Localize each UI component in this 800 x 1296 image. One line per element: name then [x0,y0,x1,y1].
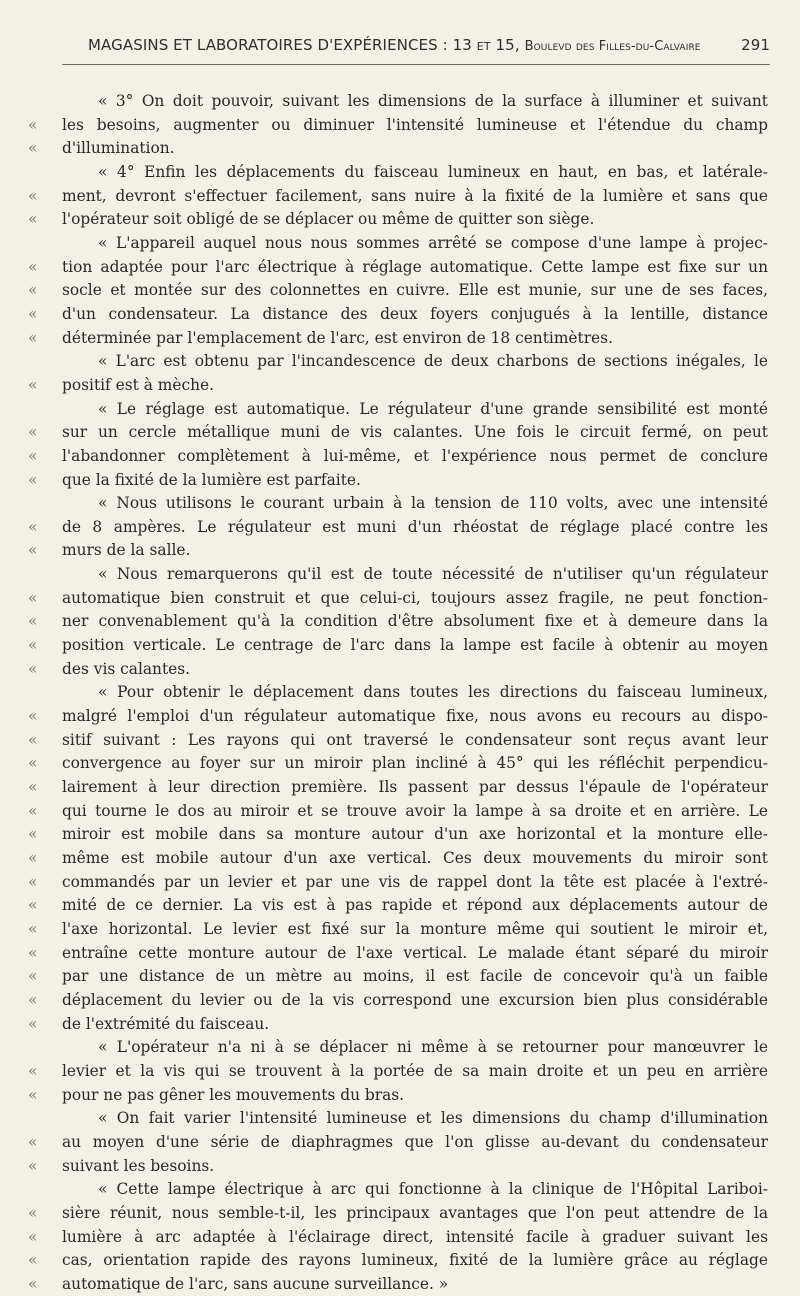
quote-mark [28,161,62,185]
quote-mark: « [28,1132,38,1151]
text-line [28,1084,768,1108]
text-line [28,587,768,611]
line-text: sur un cercle métallique muni de vis calantes. Une fois le circuit fermé, on peut [62,423,768,442]
text-line [28,965,768,989]
text-line [28,658,768,682]
quote-mark [28,492,62,516]
line-text: « Le réglage est automatique. Le régulateur d'une grande sensibilité est monté [98,399,768,418]
text-line [28,1226,768,1250]
line-text: de 8 ampères. Le régulateur est muni d'un rhéostat de réglage placé contre les [62,517,768,536]
line-text: sitif suivant : Les rayons qui ont traversé le condensateur sont reçus avant leur [62,730,768,749]
line-text: déplacement du levier ou de la vis correspond une excursion bien plus considérable [62,990,768,1009]
text-line [28,1060,768,1084]
quote-mark: « [28,446,38,465]
line-text: commandés par un levier et par une vis de rappel dont la tête est placée à l'extré- [62,872,768,891]
line-text: « L'appareil auquel nous nous sommes arrêté se compose d'une lampe à projec- [98,233,768,252]
line-text: automatique de l'arc, sans aucune surveillance. » [62,1274,449,1293]
text-line [28,539,768,563]
text-line [28,161,768,185]
text-line [28,847,768,871]
quote-mark: « [28,139,38,158]
text-line [28,137,768,161]
quote-mark: « [28,636,38,655]
line-text: « Nous remarquerons qu'il est de toute nécessité de n'utiliser qu'un régulateur [98,565,768,584]
quote-mark: « [28,919,38,938]
quote-mark: « [28,990,38,1009]
text-line [28,634,768,658]
quote-mark [28,398,62,422]
text-line [28,398,768,422]
quote-mark: « [28,1274,38,1293]
quote-mark: « [28,375,38,394]
line-text: par une distance de un mètre au moins, il est facile de concevoir qu'à un faible [62,967,768,986]
line-text: qui tourne le dos au miroir et se trouve avoir la lampe à sa droite et en arrière. Le [62,801,768,820]
line-text: ment, devront s'effectuer facilement, sans nuire à la fixité de la lumière et sans que [62,186,768,205]
text-line [28,303,768,327]
text-line [28,114,768,138]
line-text: de l'extrémité du faisceau. [62,1014,270,1033]
line-text: « 3° On doit pouvoir, suivant les dimensions de la surface à illuminer et suivant [98,92,768,110]
quote-mark: « [28,825,38,844]
line-text: l'axe horizontal. Le levier est fixé sur la monture même qui soutient le miroir et, [62,919,768,938]
text-line [28,823,768,847]
text-line [28,1202,768,1226]
text-line [28,232,768,256]
line-text: positif est à mèche. [62,375,215,394]
line-text: miroir est mobile dans sa monture autour d'un axe horizontal et la monture elle- [62,825,768,844]
text-line [28,1131,768,1155]
quote-mark: « [28,801,38,820]
quote-mark: « [28,517,38,536]
text-line [28,374,768,398]
text-line [28,1107,768,1131]
header-rule [62,64,770,65]
quote-mark: « [28,1251,38,1270]
quote-mark: « [28,1014,38,1033]
text-line [28,1155,768,1179]
line-text: mité de ce dernier. La vis est à pas rapide et répond aux déplacements autour de [62,896,768,915]
quote-mark: « [28,754,38,773]
text-line [28,256,768,280]
line-text: « Cette lampe électrique à arc qui fonctionne à la clinique de l'Hôpital Lariboi- [98,1180,768,1199]
line-text: d'illumination. [62,139,175,158]
line-text: tion adaptée pour l'arc électrique à réglage automatique. Cette lampe est fixe sur un [62,257,768,276]
quote-mark: « [28,115,38,134]
line-text: ner convenablement qu'à la condition d'être absolument fixe et à demeure dans la [62,612,768,631]
text-line [28,421,768,445]
quote-mark: « [28,257,38,276]
text-line [28,610,768,634]
quote-mark: « [28,896,38,915]
text-line [28,776,768,800]
quote-mark: « [28,423,38,442]
line-text: malgré l'emploi d'un régulateur automatique fixe, nous avons eu recours au dispo- [62,707,768,726]
quote-mark: « [28,849,38,867]
quote-mark: « [28,304,38,323]
quote-mark [28,90,62,114]
header-title-main: MAGASINS ET LABORATOIRES D'EXPÉRIENCES : 13 et 15, [88,36,525,54]
line-text: levier et la vis qui se trouvent à la portée de sa main droite et un peu en arrière [62,1061,768,1080]
text-line [28,894,768,918]
quote-mark: « [28,1203,38,1222]
text-line [28,185,768,209]
quote-mark [28,1178,62,1202]
header-title-street: Boulevd des Filles-du-Calvaire [524,39,701,54]
quote-mark: « [28,659,38,678]
quote-mark: « [28,1061,38,1080]
line-text: automatique bien construit et que celui-ci, toujours assez fragile, ne peut fonction- [62,588,768,607]
text-line [28,800,768,824]
quote-mark: « [28,872,38,891]
line-text: que la fixité de la lumière est parfaite. [62,470,361,489]
line-text: même est mobile autour d'un axe vertical. Ces deux mouvements du miroir sont [62,849,768,867]
line-text: « L'arc est obtenu par l'incandescence de deux charbons de sections inégales, le [98,352,768,371]
quote-mark [28,350,62,374]
quote-mark [28,1036,62,1060]
text-line [28,1249,768,1273]
text-line [28,90,768,114]
quote-mark: « [28,1156,38,1175]
text-line [28,942,768,966]
text-line [28,208,768,232]
text-line [28,1178,768,1202]
quote-mark: « [28,707,38,726]
quote-mark: « [28,328,38,347]
line-text: au moyen d'une série de diaphragmes que l'on glisse au-devant du condensateur [62,1132,768,1151]
text-line [28,681,768,705]
quote-mark: « [28,1227,38,1246]
quote-mark [28,232,62,256]
text-line [28,492,768,516]
quote-mark: « [28,730,38,749]
text-line [28,871,768,895]
line-text: entraîne cette monture autour de l'axe vertical. Le malade étant séparé du miroir [62,943,768,962]
text-line [28,279,768,303]
quote-mark: « [28,612,38,631]
text-line [28,350,768,374]
text-line [28,516,768,540]
quote-mark: « [28,943,38,962]
quote-mark: « [28,470,38,489]
line-text: socle et montée sur des colonnettes en cuivre. Elle est munie, sur une de ses faces, [62,281,768,300]
text-line [28,1036,768,1060]
text-line [28,1273,768,1296]
line-text: l'abandonner complètement à lui-même, et l'expérience nous permet de conclure [62,446,768,465]
line-text: « 4° Enfin les déplacements du faisceau lumineux en haut, en bas, et latérale- [98,162,768,181]
page-number: 291 [741,36,770,54]
line-text: pour ne pas gêner les mouvements du bras. [62,1085,405,1104]
body-text [28,90,768,1296]
line-text: lumière à arc adaptée à l'éclairage direct, intensité facile à graduer suivant les [62,1227,768,1246]
quote-mark [28,681,62,705]
line-text: cas, orientation rapide des rayons lumineux, fixité de la lumière grâce au réglage [62,1251,768,1270]
quote-mark: « [28,1085,38,1104]
line-text: « Nous utilisons le courant urbain à la tension de 110 volts, avec une intensité [98,494,768,513]
quote-mark: « [28,588,38,607]
header-title [88,36,701,54]
quote-mark: « [28,281,38,300]
text-line [28,705,768,729]
text-line [28,563,768,587]
text-line [28,327,768,351]
text-line [28,729,768,753]
text-line [28,445,768,469]
line-text: l'opérateur soit obligé de se déplacer ou même de quitter son siège. [62,210,595,229]
line-text: sière réunit, nous semble-t-il, les principaux avantages que l'on peut attendre de la [62,1203,768,1222]
quote-mark: « [28,210,38,229]
text-line [28,469,768,493]
line-text: « On fait varier l'intensité lumineuse et les dimensions du champ d'illumination [98,1109,768,1128]
text-line [28,752,768,776]
quote-mark: « [28,967,38,986]
running-header [88,36,770,54]
quote-mark [28,563,62,587]
line-text: « L'opérateur n'a ni à se déplacer ni même à se retourner pour manœuvrer le [98,1038,768,1057]
line-text: murs de la salle. [62,541,191,560]
line-text: « Pour obtenir le déplacement dans toutes les directions du faisceau lumineux, [98,683,768,702]
text-line [28,1013,768,1037]
line-text: position verticale. Le centrage de l'arc dans la lampe est facile à obtenir au moyen [62,636,768,655]
line-text: déterminée par l'emplacement de l'arc, est environ de 18 centimètres. [62,328,613,347]
text-line [28,918,768,942]
line-text: d'un condensateur. La distance des deux foyers conjugués à la lentille, distance [62,304,768,323]
quote-mark [28,1107,62,1131]
quote-mark: « [28,778,38,797]
line-text: suivant les besoins. [62,1156,215,1175]
text-line [28,989,768,1013]
line-text: lairement à leur direction première. Ils passent par dessus l'épaule de l'opérateur [62,778,768,797]
line-text: convergence au foyer sur un miroir plan incliné à 45° qui les réfléchit perpendicu- [62,754,768,773]
line-text: les besoins, augmenter ou diminuer l'intensité lumineuse et l'étendue du champ [62,115,768,134]
quote-mark: « [28,186,38,205]
quote-mark: « [28,541,38,560]
line-text: des vis calantes. [62,659,191,678]
